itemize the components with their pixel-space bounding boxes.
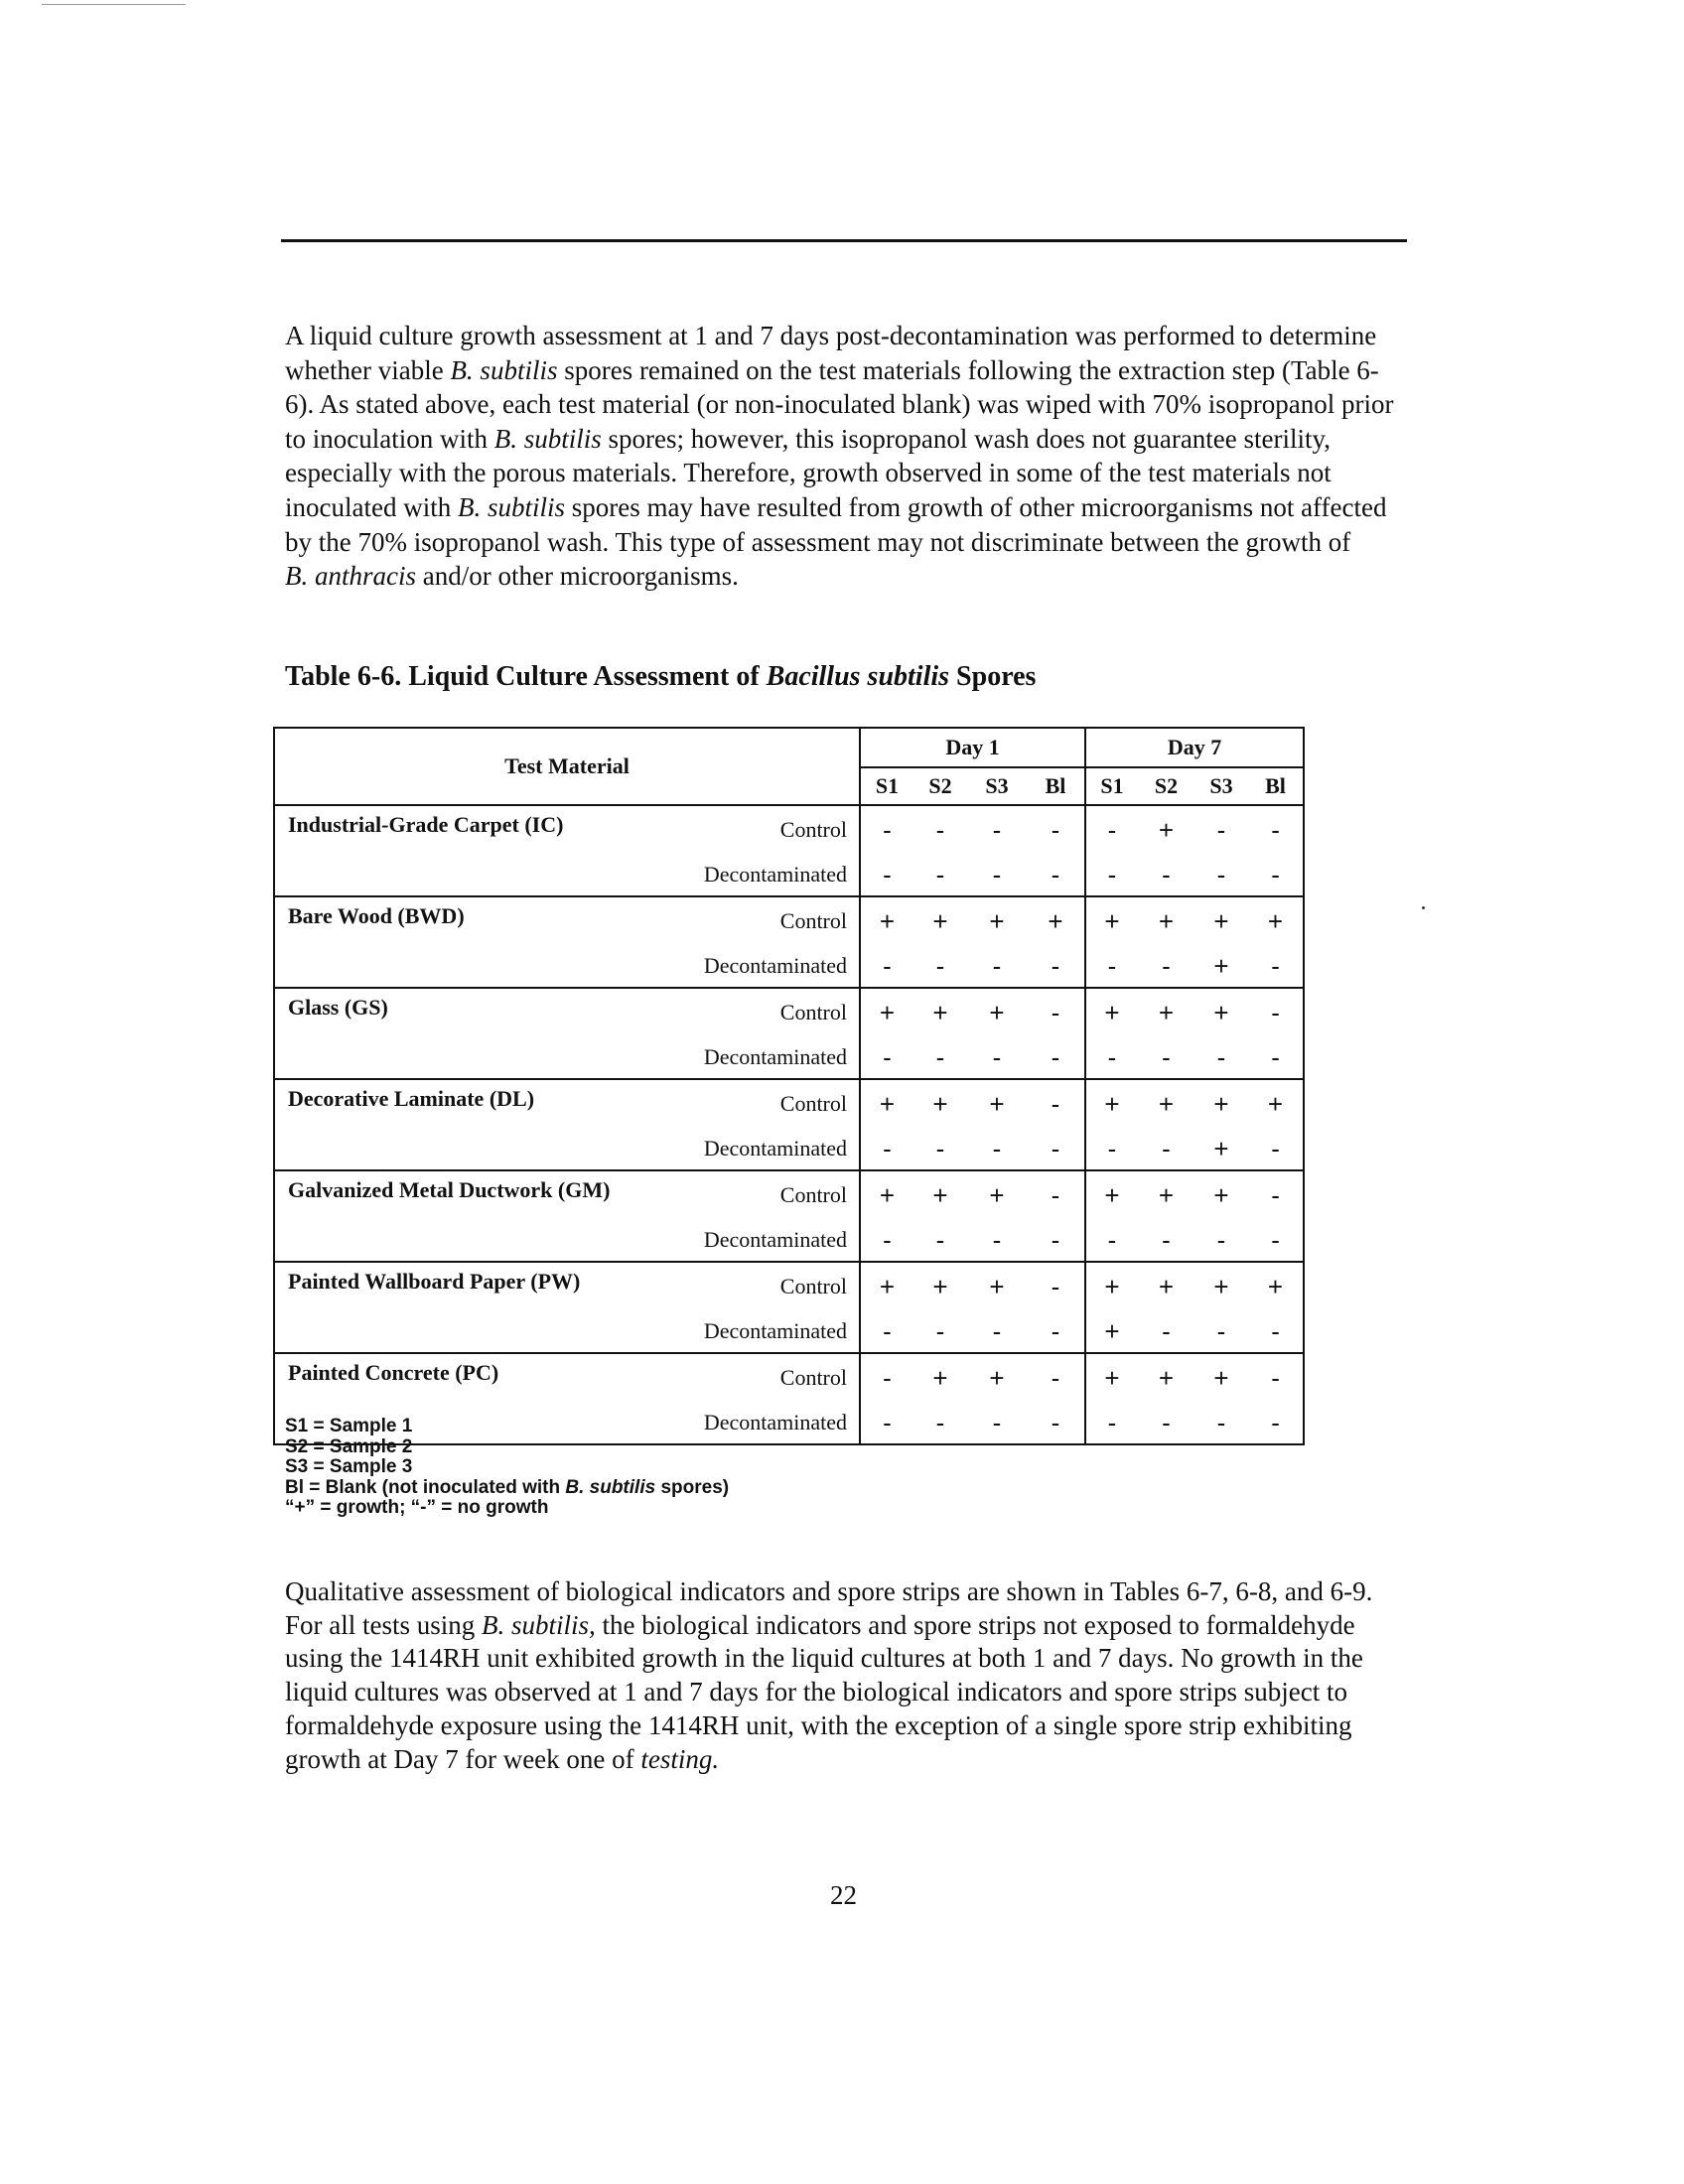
table-title bbox=[285, 661, 1036, 693]
result-cell: - bbox=[1194, 1310, 1248, 1353]
table-row-control bbox=[274, 805, 1304, 854]
result-cell: + bbox=[860, 1079, 913, 1128]
result-cell: + bbox=[860, 896, 913, 945]
result-cell: - bbox=[1027, 945, 1085, 988]
intro-paragraph bbox=[285, 319, 1407, 594]
header-day-7: Day 7 bbox=[1085, 728, 1304, 767]
result-cell: - bbox=[1248, 1128, 1304, 1170]
result-cell: - bbox=[1027, 1402, 1085, 1444]
result-cell: - bbox=[1085, 854, 1138, 896]
result-cell: + bbox=[1138, 1170, 1194, 1219]
result-cell: - bbox=[860, 1353, 913, 1402]
result-cell: + bbox=[1085, 1079, 1138, 1128]
result-cell: - bbox=[860, 805, 913, 854]
condition-label: Decontaminated bbox=[661, 854, 860, 896]
result-cell: - bbox=[1138, 1036, 1194, 1079]
result-cell: + bbox=[1194, 1353, 1248, 1402]
result-cell: - bbox=[860, 1310, 913, 1353]
table-row-decontaminated bbox=[274, 1036, 1304, 1079]
result-cell: + bbox=[1138, 805, 1194, 854]
condition-label: Decontaminated bbox=[661, 1402, 860, 1444]
table-title-species: Bacillus subtilis bbox=[766, 661, 950, 692]
result-cell: - bbox=[967, 945, 1027, 988]
table-title-prefix: Table 6-6. Liquid Culture Assessment of bbox=[285, 661, 767, 692]
condition-label: Decontaminated bbox=[661, 1219, 860, 1262]
result-cell: - bbox=[1248, 1170, 1304, 1219]
material-name: Painted Concrete (PC) bbox=[274, 1353, 661, 1402]
result-cell: - bbox=[860, 1128, 913, 1170]
result-cell: + bbox=[1027, 896, 1085, 945]
table-row-decontaminated bbox=[274, 1128, 1304, 1170]
result-cell: + bbox=[967, 896, 1027, 945]
result-cell: - bbox=[913, 1036, 967, 1079]
result-cell: + bbox=[1194, 1079, 1248, 1128]
header-day7-s2: S2 bbox=[1138, 767, 1194, 805]
condition-label: Control bbox=[661, 1262, 860, 1310]
condition-label: Decontaminated bbox=[661, 1310, 860, 1353]
result-cell: + bbox=[860, 1262, 913, 1310]
culture-assessment-table bbox=[273, 727, 1305, 1445]
scan-corner-mark bbox=[42, 4, 186, 5]
result-cell: - bbox=[860, 854, 913, 896]
text-run: and/or other microorganisms. bbox=[416, 561, 739, 592]
material-name-blank bbox=[274, 854, 661, 896]
result-cell: - bbox=[1248, 988, 1304, 1036]
legend-s2: S2 = Sample 2 bbox=[285, 1435, 413, 1457]
header-rule bbox=[281, 239, 1407, 242]
material-name: Bare Wood (BWD) bbox=[274, 896, 661, 945]
result-cell: + bbox=[1194, 988, 1248, 1036]
result-cell: + bbox=[913, 1079, 967, 1128]
condition-label: Decontaminated bbox=[661, 1128, 860, 1170]
result-cell: - bbox=[1027, 805, 1085, 854]
result-cell: + bbox=[1248, 1262, 1304, 1310]
material-name-blank bbox=[274, 945, 661, 988]
table-body bbox=[274, 805, 1304, 1444]
result-cell: - bbox=[1248, 1402, 1304, 1444]
result-cell: - bbox=[967, 1402, 1027, 1444]
result-cell: + bbox=[967, 1353, 1027, 1402]
material-name: Glass (GS) bbox=[274, 988, 661, 1036]
header-day7-bl: Bl bbox=[1248, 767, 1304, 805]
table-title-suffix: Spores bbox=[949, 661, 1037, 692]
result-cell: + bbox=[860, 988, 913, 1036]
header-day1-s2: S2 bbox=[913, 767, 967, 805]
result-cell: + bbox=[1248, 896, 1304, 945]
result-cell: - bbox=[1194, 805, 1248, 854]
result-cell: - bbox=[913, 945, 967, 988]
result-cell: - bbox=[1248, 854, 1304, 896]
material-name-blank bbox=[274, 1036, 661, 1079]
legend-blank-suffix: spores) bbox=[655, 1476, 730, 1498]
result-cell: - bbox=[860, 1036, 913, 1079]
material-name-blank bbox=[274, 1128, 661, 1170]
legend-s1: S1 = Sample 1 bbox=[285, 1416, 413, 1436]
result-cell: - bbox=[1085, 1402, 1138, 1444]
table-row-decontaminated bbox=[274, 854, 1304, 896]
result-cell: - bbox=[1138, 1310, 1194, 1353]
condition-label: Control bbox=[661, 805, 860, 854]
result-cell: - bbox=[967, 1128, 1027, 1170]
result-cell: + bbox=[1138, 1079, 1194, 1128]
material-name: Industrial-Grade Carpet (IC) bbox=[274, 805, 661, 854]
result-cell: - bbox=[913, 1219, 967, 1262]
header-day-1: Day 1 bbox=[860, 728, 1085, 767]
result-cell: - bbox=[1027, 1262, 1085, 1310]
table-row-control bbox=[274, 1079, 1304, 1128]
page-number: 22 bbox=[830, 1880, 857, 1910]
condition-label: Control bbox=[661, 1170, 860, 1219]
result-cell: + bbox=[1138, 896, 1194, 945]
result-cell: + bbox=[1085, 1170, 1138, 1219]
result-cell: + bbox=[1085, 896, 1138, 945]
result-cell: + bbox=[1085, 1310, 1138, 1353]
result-cell: - bbox=[1248, 945, 1304, 988]
result-cell: + bbox=[1085, 1262, 1138, 1310]
header-day1-s1: S1 bbox=[860, 767, 913, 805]
table-header-row bbox=[274, 728, 1304, 767]
result-cell: + bbox=[913, 1353, 967, 1402]
result-cell: - bbox=[1085, 1036, 1138, 1079]
result-cell: - bbox=[1138, 1128, 1194, 1170]
result-cell: + bbox=[860, 1170, 913, 1219]
result-cell: - bbox=[1138, 945, 1194, 988]
result-cell: + bbox=[913, 1262, 967, 1310]
result-cell: - bbox=[1027, 1353, 1085, 1402]
result-cell: + bbox=[1138, 1353, 1194, 1402]
result-cell: + bbox=[1085, 988, 1138, 1036]
table-row-decontaminated bbox=[274, 1310, 1304, 1353]
result-cell: - bbox=[1138, 1219, 1194, 1262]
legend-growth: “+” = growth; “-” = no growth bbox=[285, 1497, 549, 1519]
qualitative-paragraph bbox=[285, 1575, 1397, 1776]
result-cell: + bbox=[1194, 1262, 1248, 1310]
legend-blank-prefix: Bl = Blank (not inoculated with bbox=[285, 1476, 566, 1498]
header-day1-bl: Bl bbox=[1027, 767, 1085, 805]
result-cell: + bbox=[1194, 1170, 1248, 1219]
table-row-control bbox=[274, 1262, 1304, 1310]
result-cell: + bbox=[1138, 988, 1194, 1036]
legend-s3: S3 = Sample 3 bbox=[285, 1456, 413, 1478]
result-cell: - bbox=[1027, 1219, 1085, 1262]
result-cell: - bbox=[1027, 1128, 1085, 1170]
text-run: Qualitative assessment of biological indicators and spore strips are shown in Tables 6-7, 6-8, and 6-9. For all tests using bbox=[285, 1576, 1373, 1640]
text-run: the biological indicators and spore strips not exposed to formaldehyde using the 1414RH unit exhibited growth in the liquid cultures at both 1 and 7 days. No growth in the liquid cultures was observed at 1 and 7 days for the biological indicators and spore strips subject to formaldehyde exposure using the 1414RH unit, with the exception of a single spore strip exhibiting growth at Day 7 for week one of bbox=[285, 1609, 1363, 1774]
text-run: spores remained on the test materials following the extraction step (Table 6-6). As stated above, each test material (or non-inoculated blank) was wiped with 70% isopropanol prior to inoculation with bbox=[285, 354, 1394, 454]
species-name: B. subtilis bbox=[450, 354, 558, 385]
result-cell: + bbox=[1194, 896, 1248, 945]
table-row-control bbox=[274, 896, 1304, 945]
result-cell: - bbox=[913, 1310, 967, 1353]
species-name: B. subtilis bbox=[457, 491, 565, 522]
result-cell: - bbox=[1027, 1170, 1085, 1219]
condition-label: Control bbox=[661, 896, 860, 945]
result-cell: + bbox=[1138, 1262, 1194, 1310]
result-cell: - bbox=[1248, 1353, 1304, 1402]
condition-label: Decontaminated bbox=[661, 945, 860, 988]
species-name: B. subtilis bbox=[493, 423, 602, 454]
material-name: Decorative Laminate (DL) bbox=[274, 1079, 661, 1128]
result-cell: + bbox=[1194, 1128, 1248, 1170]
emphasized-word: testing. bbox=[640, 1743, 720, 1774]
result-cell: - bbox=[913, 805, 967, 854]
result-cell: + bbox=[913, 988, 967, 1036]
result-cell: - bbox=[1194, 1036, 1248, 1079]
species-name: B. subtilis, bbox=[482, 1609, 596, 1640]
result-cell: - bbox=[1027, 1079, 1085, 1128]
condition-label: Control bbox=[661, 1353, 860, 1402]
result-cell: - bbox=[967, 1036, 1027, 1079]
result-cell: - bbox=[1248, 1036, 1304, 1079]
table-row-decontaminated bbox=[274, 1219, 1304, 1262]
header-day7-s1: S1 bbox=[1085, 767, 1138, 805]
header-day1-s3: S3 bbox=[967, 767, 1027, 805]
text-run: A liquid culture growth assessment at 1 and 7 days post-decontamination was performed to determine whether viable bbox=[285, 321, 1377, 385]
result-cell: - bbox=[967, 1219, 1027, 1262]
result-cell: + bbox=[967, 988, 1027, 1036]
table-row-control bbox=[274, 988, 1304, 1036]
result-cell: + bbox=[967, 1079, 1027, 1128]
result-cell: - bbox=[1194, 1219, 1248, 1262]
result-cell: - bbox=[1085, 945, 1138, 988]
result-cell: - bbox=[1027, 1036, 1085, 1079]
table-legend bbox=[285, 1417, 729, 1519]
result-cell: - bbox=[913, 854, 967, 896]
result-cell: - bbox=[1027, 988, 1085, 1036]
result-cell: - bbox=[1194, 854, 1248, 896]
scan-speck bbox=[1422, 906, 1425, 909]
result-cell: - bbox=[860, 945, 913, 988]
result-cell: + bbox=[967, 1170, 1027, 1219]
text-run: spores; however, this isopropanol wash does not guarantee sterility, especially with the porous materials. Therefore, growth observed in some of the test materials not inoculated with bbox=[285, 423, 1332, 522]
table-row-decontaminated bbox=[274, 945, 1304, 988]
header-test-material: Test Material bbox=[274, 728, 860, 805]
legend-blank bbox=[285, 1478, 729, 1499]
species-name: B. anthracis bbox=[285, 561, 416, 592]
result-cell: - bbox=[1248, 805, 1304, 854]
result-cell: - bbox=[860, 1402, 913, 1444]
result-cell: - bbox=[913, 1128, 967, 1170]
condition-label: Control bbox=[661, 988, 860, 1036]
result-cell: - bbox=[1138, 1402, 1194, 1444]
condition-label: Decontaminated bbox=[661, 1036, 860, 1079]
result-cell: - bbox=[967, 854, 1027, 896]
result-cell: + bbox=[1194, 945, 1248, 988]
result-cell: - bbox=[1085, 805, 1138, 854]
result-cell: - bbox=[1027, 1310, 1085, 1353]
text-run: spores may have resulted from growth of other microorganisms not affected by the 70% isopropanol wash. This type of assessment may not discriminate between the growth of bbox=[285, 491, 1387, 557]
material-name: Painted Wallboard Paper (PW) bbox=[274, 1262, 661, 1310]
result-cell: - bbox=[1138, 854, 1194, 896]
result-cell: + bbox=[913, 1170, 967, 1219]
material-name: Galvanized Metal Ductwork (GM) bbox=[274, 1170, 661, 1219]
result-cell: + bbox=[1248, 1079, 1304, 1128]
condition-label: Control bbox=[661, 1079, 860, 1128]
result-cell: - bbox=[913, 1402, 967, 1444]
result-cell: - bbox=[860, 1219, 913, 1262]
legend-blank-species: B. subtilis bbox=[565, 1476, 656, 1498]
table-row-control bbox=[274, 1170, 1304, 1219]
result-cell: - bbox=[967, 1310, 1027, 1353]
result-cell: - bbox=[967, 805, 1027, 854]
result-cell: + bbox=[1085, 1353, 1138, 1402]
result-cell: - bbox=[1248, 1219, 1304, 1262]
result-cell: + bbox=[913, 896, 967, 945]
header-day7-s3: S3 bbox=[1194, 767, 1248, 805]
result-cell: - bbox=[1027, 854, 1085, 896]
result-cell: - bbox=[1194, 1402, 1248, 1444]
result-cell: + bbox=[967, 1262, 1027, 1310]
material-name-blank bbox=[274, 1310, 661, 1353]
table-row-control bbox=[274, 1353, 1304, 1402]
result-cell: - bbox=[1085, 1219, 1138, 1262]
result-cell: - bbox=[1085, 1128, 1138, 1170]
material-name-blank bbox=[274, 1219, 661, 1262]
result-cell: - bbox=[1248, 1310, 1304, 1353]
